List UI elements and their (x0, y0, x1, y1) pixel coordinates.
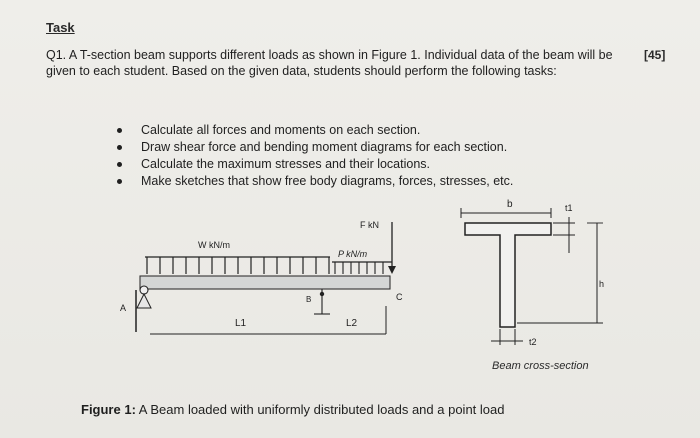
task-item-text: Calculate the maximum stresses and their locations. (141, 157, 431, 171)
question-text: Q1. A T-section beam supports different loads as shown in Figure 1. Individual data of the beam will be given to each student. Based on the given data, students should perform the following tasks: (46, 48, 613, 78)
bullet-icon (117, 145, 122, 150)
bullet-icon (117, 128, 122, 133)
figure-caption (81, 402, 504, 417)
figure-caption-text: A Beam loaded with uniformly distributed loads and a point load (135, 402, 505, 417)
t1-label: t1 (565, 203, 573, 213)
f-load-label: F kN (360, 220, 379, 230)
cross-section-diagram (455, 195, 630, 355)
h-label: h (599, 279, 605, 289)
task-item (117, 139, 513, 156)
task-item (117, 173, 513, 190)
bullet-icon (117, 162, 122, 167)
w-load-arrows (147, 257, 329, 274)
point-a-label: A (120, 303, 127, 313)
section-caption: Beam cross-section (492, 360, 589, 372)
f-load-arrowhead-icon (388, 266, 396, 274)
task-item (117, 156, 513, 173)
l1-label: L1 (235, 318, 247, 329)
task-item-text: Draw shear force and bending moment diagrams for each section. (141, 140, 508, 154)
marks-label: [45] (644, 48, 666, 62)
p-load-arrows (335, 262, 383, 274)
support-icon (137, 294, 151, 308)
beam-body (140, 276, 390, 289)
task-item-text: Calculate all forces and moments on each section. (141, 123, 421, 137)
t2-label: t2 (529, 337, 537, 347)
w-load-label: W kN/m (198, 240, 230, 250)
bullet-icon (117, 179, 122, 184)
task-item-text: Make sketches that show free body diagrams, forces, stresses, etc. (141, 174, 514, 188)
point-b-label: B (306, 295, 312, 304)
p-load-label: P kN/m (338, 249, 368, 259)
beam-diagram (110, 210, 410, 350)
task-list (117, 122, 513, 190)
pin-support-icon (140, 286, 148, 294)
task-heading: Task (46, 20, 75, 35)
l2-label: L2 (346, 318, 358, 329)
point-c-label: C (396, 292, 403, 302)
t-section-shape (465, 223, 551, 327)
b-label: b (507, 199, 513, 210)
task-item (117, 122, 513, 139)
figure-caption-prefix: Figure 1: (81, 402, 136, 417)
roller-icon (320, 292, 324, 296)
